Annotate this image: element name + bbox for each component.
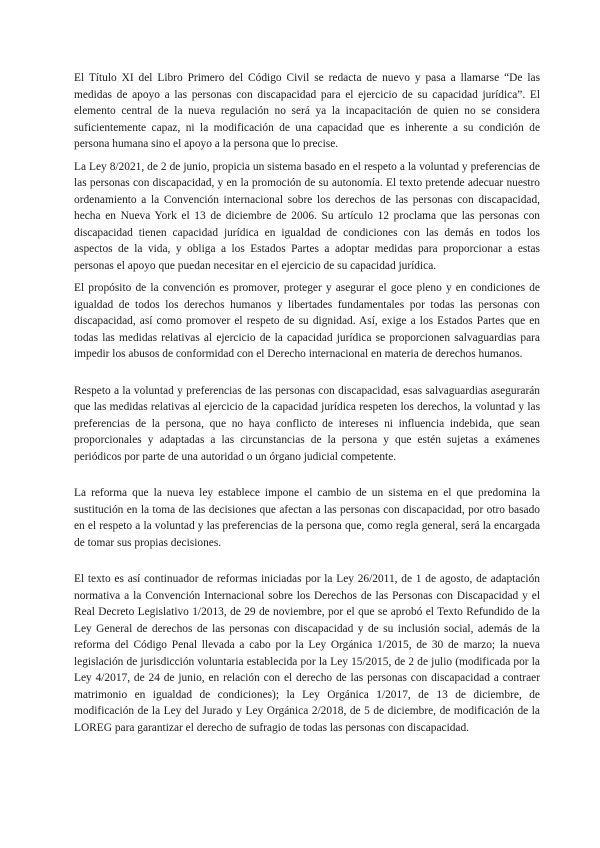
paragraph-continuador-reformas: El texto es así continuador de reformas iniciadas por la Ley 26/2011, de 1 de agosto, de adaptación normativa a la Convención Internacional sobre los Derechos de las Personas con Discapacidad y el Real Decreto Legislativo 1/2013, de 29 de noviembre, por el que se aprobó el Texto Refundido de la Ley General de derechos de las personas con discapacidad y de su inclusión social, además de la reforma del Código Penal llevada a cabo por la Ley Orgánica 1/2015, de 30 de marzo; la nueva legislación de jurisdicción voluntaria establecida por la Ley 15/2015, de 2 de julio (modificada por la Ley 4/2017, de 24 de junio, en relación con el derecho de las personas con discapacidad a contraer matrimonio en igualdad de condiciones); la Ley Orgánica 1/2017, de 13 de diciembre, de modificación de la Ley del Jurado y Ley Orgánica 2/2018, de 5 de diciembre, de modificación de la LOREG para garantizar el derecho de sufragio de todas las personas con discapacidad. (74, 573, 540, 734)
paragraph-reforma: La reforma que la nueva ley establece impone el cambio de un sistema en el que predomina la sustitución en la toma de las decisiones que afectan a las personas con discapacidad, por otro basado en el respeto a la voluntad y las preferencias de la persona que, como regla general, será la encargada de tomar sus propias decisiones. (74, 487, 540, 549)
paragraph-ley-8-2021: La Ley 8/2021, de 2 de junio, propicia un sistema basado en el respeto a la voluntad y preferencias de las personas con discapacidad, y en la promoción de su autonomía. El texto pretende adecuar nuestro ordenamiento a la Convención internacional sobre los derechos de las personas con discapacidad, hecha en Nueva York el 13 de diciembre de 2006. Su artículo 12 proclama que las personas con discapacidad tienen capacidad jurídica en igualdad de condiciones con las demás en todos los aspectos de la vida, y obliga a los Estados Partes a adoptar medidas para proporcionar a estas personas el apoyo que puedan necesitar en el ejercicio de su capacidad jurídica. (74, 160, 540, 272)
paragraph-spacer (74, 551, 540, 571)
paragraph-titulo-xi: El Título XI del Libro Primero del Código Civil se redacta de nuevo y pasa a llamarse “De las medidas de apoyo a las personas con discapacidad para el ejercicio de su capacidad jurídica”. El elemento central de la nueva regulación no será ya la incapacitación de quien no se considera suficientemente capaz, ni la modificación de una capacidad que es inherente a su condición de persona humana sino el apoyo a la persona que lo precise. (74, 72, 540, 150)
paragraph-spacer (74, 363, 540, 383)
paragraph-spacer (74, 465, 540, 485)
document-body (74, 70, 540, 736)
paragraph-respeto-voluntad: Respeto a la voluntad y preferencias de las personas con discapacidad, esas salvaguardias asegurarán que las medidas relativas al ejercicio de la capacidad jurídica respeten los derechos, la voluntad y las preferencias de la persona, que no haya conflicto de intereses ni influencia indebida, que sean proporcionales y adaptadas a las circunstancias de la persona y que estén sujetas a exámenes periódicos por parte de una autoridad o un órgano judicial competente. (74, 384, 540, 463)
paragraph-proposito-convencion: El propósito de la convención es promover, proteger y asegurar el goce pleno y en condiciones de igualdad de todos los derechos humanos y libertades fundamentales por todas las personas con discapacidad, así como promover el respeto de su dignidad. Así, exige a los Estados Partes que en todas las medidas relativas al ejercicio de la capacidad jurídica se proporcionen salvaguardias para impedir los abusos de conformidad con el Derecho internacional en materia de derechos humanos. (74, 282, 540, 360)
